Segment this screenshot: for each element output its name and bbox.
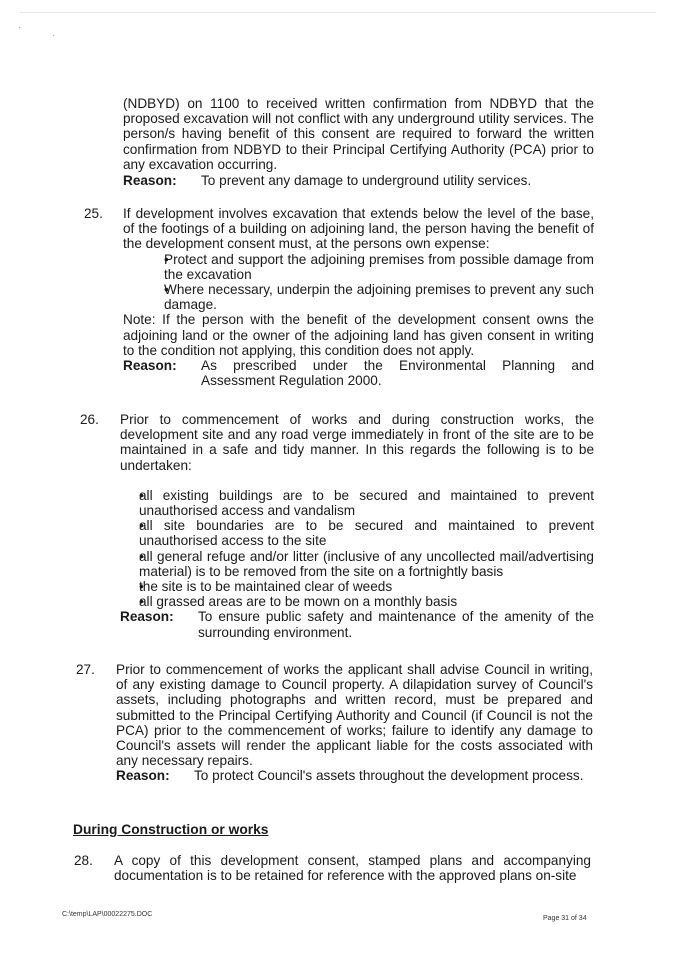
bullet-list: [145, 252, 594, 313]
condition-number: 28.: [74, 853, 93, 868]
list-item: • Where necessary, underpin the adjoining premises to prevent any such damage.: [145, 282, 594, 312]
list-item: • all site boundaries are to be secured and maintained to prevent unauthorised access to the site: [120, 518, 594, 548]
condition-28: [114, 853, 591, 883]
reason-label: Reason:: [123, 358, 177, 374]
list-item: • all general refuge and/or litter (inclusive of any uncollected mail/advertising material) is to be removed from the site on a fortnightly basis: [120, 549, 594, 579]
footer-page-number: Page 31 of 34: [543, 915, 587, 922]
condition-26: [120, 412, 594, 640]
page-top-edge: [20, 12, 656, 13]
reason-text: As prescribed under the Environmental Planning and Assessment Regulation 2000.: [201, 358, 594, 389]
list-item: • the site is to be maintained clear of weeds: [120, 579, 594, 594]
intro-paragraph: [123, 96, 594, 188]
list-item: • all grassed areas are to be mown on a monthly basis: [120, 594, 594, 609]
condition-note: Note: If the person with the benefit of the development consent owns the adjoining land or the owner of the adjoining land has given consent in writing to the condition not applying, this condition does not apply.: [123, 312, 594, 358]
reason-label: Reason:: [123, 173, 177, 189]
reason-label: Reason:: [116, 768, 170, 784]
condition-number: 25.: [84, 206, 103, 221]
condition-25: [123, 206, 594, 388]
condition-reason: [120, 609, 594, 639]
condition-27: [116, 662, 593, 784]
condition-text: If development involves excavation that extends below the level of the base, of the footings of a building on adjoining land, the person having the benefit of the development consent must, at the persons own expense:: [123, 206, 594, 252]
intro-text: (NDBYD) on 1100 to received written confirmation from NDBYD that the proposed excavation will not conflict with any underground utility services. The person/s having benefit of this consent are required to forward the written confirmation from NDBYD to their Principal Certifying Authority (PCA) prior to any excavation occurring.: [123, 96, 594, 172]
condition-number: 27.: [76, 662, 95, 677]
condition-reason: [116, 768, 593, 783]
bullet-list: [120, 488, 594, 610]
reason-text: To prevent any damage to underground utility services.: [201, 173, 532, 189]
intro-reason: [123, 173, 594, 188]
condition-reason: [123, 358, 594, 388]
reason-text: To ensure public safety and maintenance of the amenity of the surrounding environment.: [198, 609, 594, 640]
condition-text: A copy of this development consent, stamped plans and accompanying documentation is to be retained for reference with the approved plans on-site: [114, 853, 591, 884]
reason-label: Reason:: [120, 609, 174, 625]
condition-text: Prior to commencement of works the applicant shall advise Council in writing, of any existing damage to Council property. A dilapidation survey of Council's assets, including photographs and written record, must be prepared and submitted to the Principal Certifying Authority and Council (if Council is not the PCA) prior to the commencement of works; failure to identify any damage to Council's assets will render the applicant liable for the costs associated with any necessary repairs.: [116, 662, 593, 769]
reason-text: To protect Council's assets throughout the development process.: [194, 768, 584, 784]
condition-text: Prior to commencement of works and during construction works, the development site and any road verge immediately in front of the site are to be maintained in a safe and tidy manner. In this regards the following is to be undertaken:: [120, 412, 594, 473]
list-item: • all existing buildings are to be secured and maintained to prevent unauthorised access and vandalism: [120, 488, 594, 518]
section-heading: During Construction or works: [73, 822, 269, 837]
list-item: • Protect and support the adjoining premises from possible damage from the excavation: [145, 252, 594, 282]
scan-speck: ·: [52, 30, 56, 41]
scan-speck: ·: [18, 22, 22, 33]
footer-file-path: C:\temp\LAP\00022275.DOC: [62, 911, 153, 918]
condition-number: 26.: [80, 412, 99, 427]
